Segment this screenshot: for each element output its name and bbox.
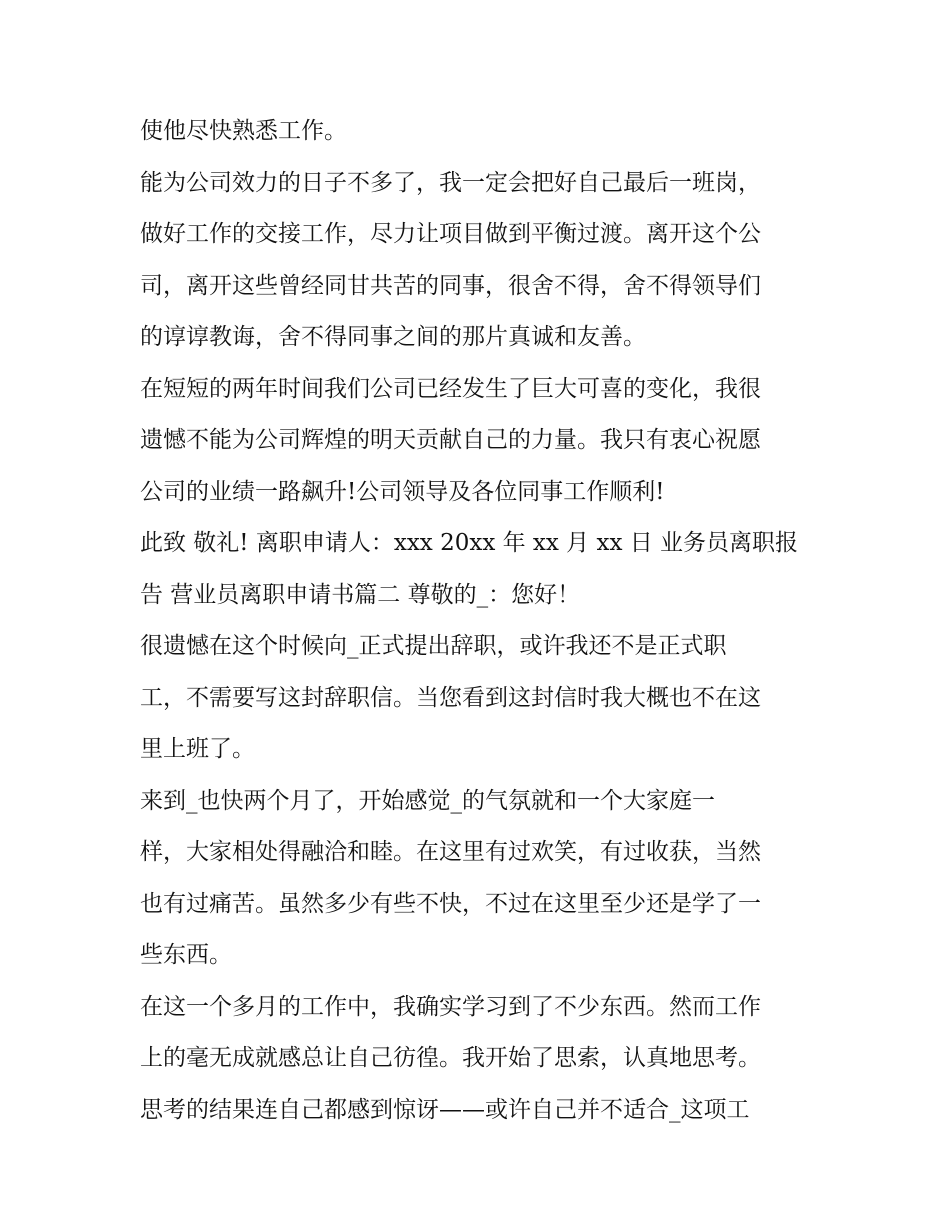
text-line: 能为公司效力的日子不多了，我一定会把好自己最后一班岗， <box>140 169 761 196</box>
text-line: 司，离开这些曾经同甘共苦的同事，很舍不得，舍不得领导们 <box>140 272 761 299</box>
text-line: 使他尽快熟悉工作。 <box>140 118 347 144</box>
text-line: 工，不需要写这封辞职信。当您看到这封信时我大概也不在这 <box>140 684 761 711</box>
text-line: 公司的业绩一路飙升!公司领导及各位同事工作顺利! <box>140 478 665 505</box>
text-line: 样，大家相处得融洽和睦。在这里有过欢笑，有过收获，当然 <box>140 839 761 865</box>
text-line: 的谆谆教诲，舍不得同事之间的那片真诚和友善。 <box>140 324 646 350</box>
text-line: 此致 敬礼! 离职申请人：xxx 20xx 年 xx 月 xx 日 业务员离职报 <box>140 530 799 556</box>
text-line: 里上班了。 <box>140 736 255 762</box>
text-line: 来到_也快两个月了，开始感觉_的气氛就和一个大家庭一 <box>140 787 715 814</box>
text-line: 在这一个多月的工作中，我确实学习到了不少东西。然而工作 <box>140 993 761 1020</box>
text-line: 告 营业员离职申请书篇二 尊敬的_：您好！ <box>140 581 581 608</box>
text-line: 遗憾不能为公司辉煌的明天贡献自己的力量。我只有衷心祝愿 <box>140 427 761 453</box>
text-line: 思考的结果连自己都感到惊讶——或许自己并不适合_这项工 <box>140 1096 750 1123</box>
document-body <box>140 106 820 1136</box>
text-line: 些东西。 <box>140 942 232 968</box>
text-line: 上的毫无成就感总让自己彷徨。我开始了思索，认真地思考。 <box>140 1045 761 1071</box>
text-line: 在短短的两年时间我们公司已经发生了巨大可喜的变化，我很 <box>140 375 761 402</box>
text-line: 很遗憾在这个时候向_正式提出辞职，或许我还不是正式职 <box>140 633 727 659</box>
text-line: 做好工作的交接工作，尽力让项目做到平衡过渡。离开这个公 <box>140 221 761 247</box>
text-line: 也有过痛苦。虽然多少有些不快，不过在这里至少还是学了一 <box>140 890 761 917</box>
